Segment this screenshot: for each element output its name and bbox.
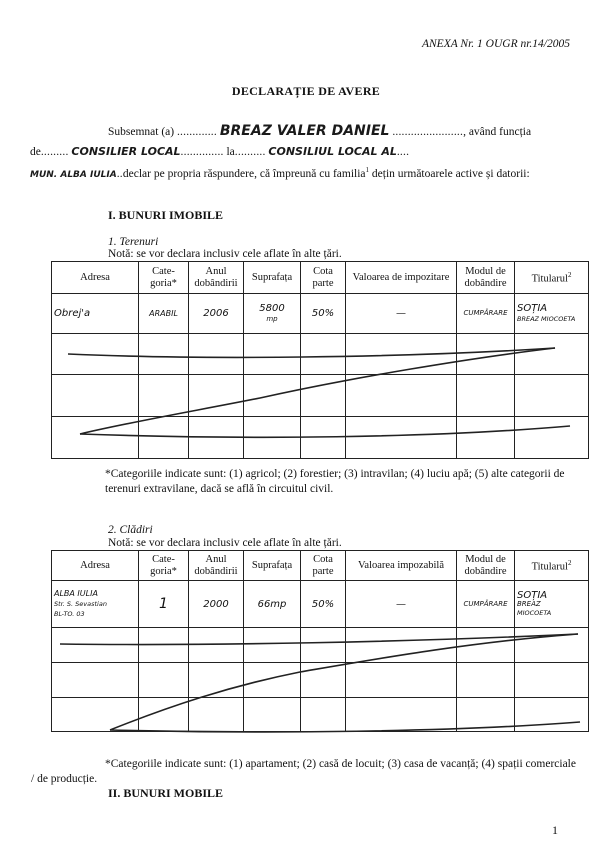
terenuri-header-row xyxy=(52,262,589,294)
cell-modul: CUMPĂRARE xyxy=(457,581,515,628)
cladiri-header-row xyxy=(52,551,589,581)
cell-anul: 2000 xyxy=(189,581,244,628)
header-suprafata: Suprafața xyxy=(244,262,301,294)
table-row xyxy=(52,417,589,459)
la-label: la xyxy=(226,146,235,158)
cladiri-note: Notă: se vor declara inclusiv cele aflate în alte țări. xyxy=(108,537,342,549)
cell-titular xyxy=(515,294,589,334)
header-adresa: Adresa xyxy=(52,551,139,581)
cell-titular xyxy=(515,581,589,628)
dots: .............. xyxy=(180,146,224,158)
titular-line-1: SOȚIA xyxy=(517,302,548,314)
header-valoarea: Valoarea de impozitare xyxy=(346,262,457,294)
footnote-ref-1: 1 xyxy=(365,166,370,174)
dots: .... xyxy=(396,146,410,158)
terenuri-footnote-text: *Categoriile indicate sunt: (1) agricol; (2) forestier; (3) intravilan; (4) luciu apă; (5) alte categorii de terenuri extravilane, dacă se află în circuitul civil. xyxy=(105,468,565,495)
cell-categoria: ARABIL xyxy=(139,294,189,334)
cell-suprafata xyxy=(244,294,301,334)
de-label: de xyxy=(30,146,41,158)
document-title: DECLARAȚIE DE AVERE xyxy=(231,84,381,98)
cell-cota: 50% xyxy=(301,581,346,628)
header-suprafata: Suprafața xyxy=(244,551,301,581)
dots: ............. xyxy=(176,126,217,138)
table-row xyxy=(52,698,589,732)
footnote-ref-2: 2 xyxy=(567,271,572,280)
cladiri-footnote xyxy=(31,757,576,787)
section-1-heading: I. BUNURI IMOBILE xyxy=(108,208,224,222)
cladiri-table xyxy=(51,550,589,732)
header-adresa: Adresa xyxy=(52,262,139,294)
cell-categoria: 1 xyxy=(139,581,189,628)
terenuri-title: 1. Terenuri xyxy=(108,236,159,248)
institution-value: CONSILIUL LOCAL AL xyxy=(268,145,397,158)
annex-reference: ANEXA Nr. 1 OUGR nr.14/2005 xyxy=(421,38,570,50)
table-row xyxy=(52,375,589,417)
header-titular xyxy=(515,551,589,581)
header-titular-label: Titularul xyxy=(531,273,568,285)
adresa-line-1: ALBA IULIA xyxy=(54,589,98,598)
adresa-line-2: Str. S. Sevastian xyxy=(54,600,107,608)
dots: .......... xyxy=(234,146,266,158)
declar-text: declar pe propria răspundere, că împreună cu familia xyxy=(122,167,366,180)
cell-adresa xyxy=(52,581,139,628)
table-row xyxy=(52,628,589,663)
cladiri-title: 2. Clădiri xyxy=(108,524,153,536)
header-categoria: Cate-goria* xyxy=(139,262,189,294)
header-modul: Modul de dobândire xyxy=(457,262,515,294)
adresa-line-3: BL-TO. 03 xyxy=(54,610,85,618)
cell-valoarea: — xyxy=(346,294,457,334)
suprafata-unit: mp xyxy=(266,314,278,323)
table-row xyxy=(52,663,589,698)
header-cota: Cota parte xyxy=(301,262,346,294)
page-number: 1 xyxy=(552,823,558,837)
dots: ....................... xyxy=(392,126,464,138)
intro-line-1 xyxy=(108,123,531,139)
header-anul: Anul dobândirii xyxy=(189,551,244,581)
dots: ......... xyxy=(40,146,69,158)
header-titular xyxy=(515,262,589,294)
cladiri-footnote-text: *Categoriile indicate sunt: (1) apartament; (2) casă de locuit; (3) casa de vacanță; (4) spații comerciale / de producție. xyxy=(31,758,576,785)
table-row xyxy=(52,294,589,334)
header-modul: Modul de dobândire xyxy=(457,551,515,581)
intro-line-2 xyxy=(30,145,409,158)
table-row xyxy=(52,581,589,628)
cell-valoarea: — xyxy=(346,581,457,628)
header-titular-label: Titularul xyxy=(531,561,568,573)
suprafata-value: 5800 xyxy=(259,302,285,314)
titular-line-1: SOȚIA xyxy=(517,589,548,601)
section-2-heading: II. BUNURI MOBILE xyxy=(108,786,224,800)
titular-line-2: BREAZ xyxy=(517,599,541,608)
terenuri-table xyxy=(51,261,589,459)
header-anul: Anul dobândirii xyxy=(189,262,244,294)
header-cota: Cota parte xyxy=(301,551,346,581)
titular-line-3: MIOCOETA xyxy=(517,608,552,617)
cell-anul: 2006 xyxy=(189,294,244,334)
header-valoarea: Valoarea impozabilă xyxy=(346,551,457,581)
footnote-ref-2: 2 xyxy=(567,559,572,568)
cell-adresa: Obrej'a xyxy=(52,294,139,334)
terenuri-note: Notă: se vor declara inclusiv cele aflate în alte țări. xyxy=(108,248,342,260)
cell-cota: 50% xyxy=(301,294,346,334)
terenuri-footnote xyxy=(105,467,565,497)
avand-label: , având funcția xyxy=(463,126,532,138)
institution-continuation: MUN. ALBA IULIA xyxy=(30,169,117,180)
header-categoria: Cate-goria* xyxy=(139,551,189,581)
subsemnat-label: Subsemnat (a) xyxy=(108,126,175,138)
titular-line-2: BREAZ MIOCOETA xyxy=(517,314,576,323)
cell-modul: CUMPĂRARE xyxy=(457,294,515,334)
dots: .. xyxy=(116,167,123,180)
declar-end: dețin următoarele active și datorii: xyxy=(369,167,530,180)
function-value: CONSILIER LOCAL xyxy=(71,145,181,158)
table-row xyxy=(52,334,589,375)
intro-line-3 xyxy=(30,166,530,180)
declarant-name: BREAZ VALER DANIEL xyxy=(219,123,390,139)
cell-suprafata: 66mp xyxy=(244,581,301,628)
